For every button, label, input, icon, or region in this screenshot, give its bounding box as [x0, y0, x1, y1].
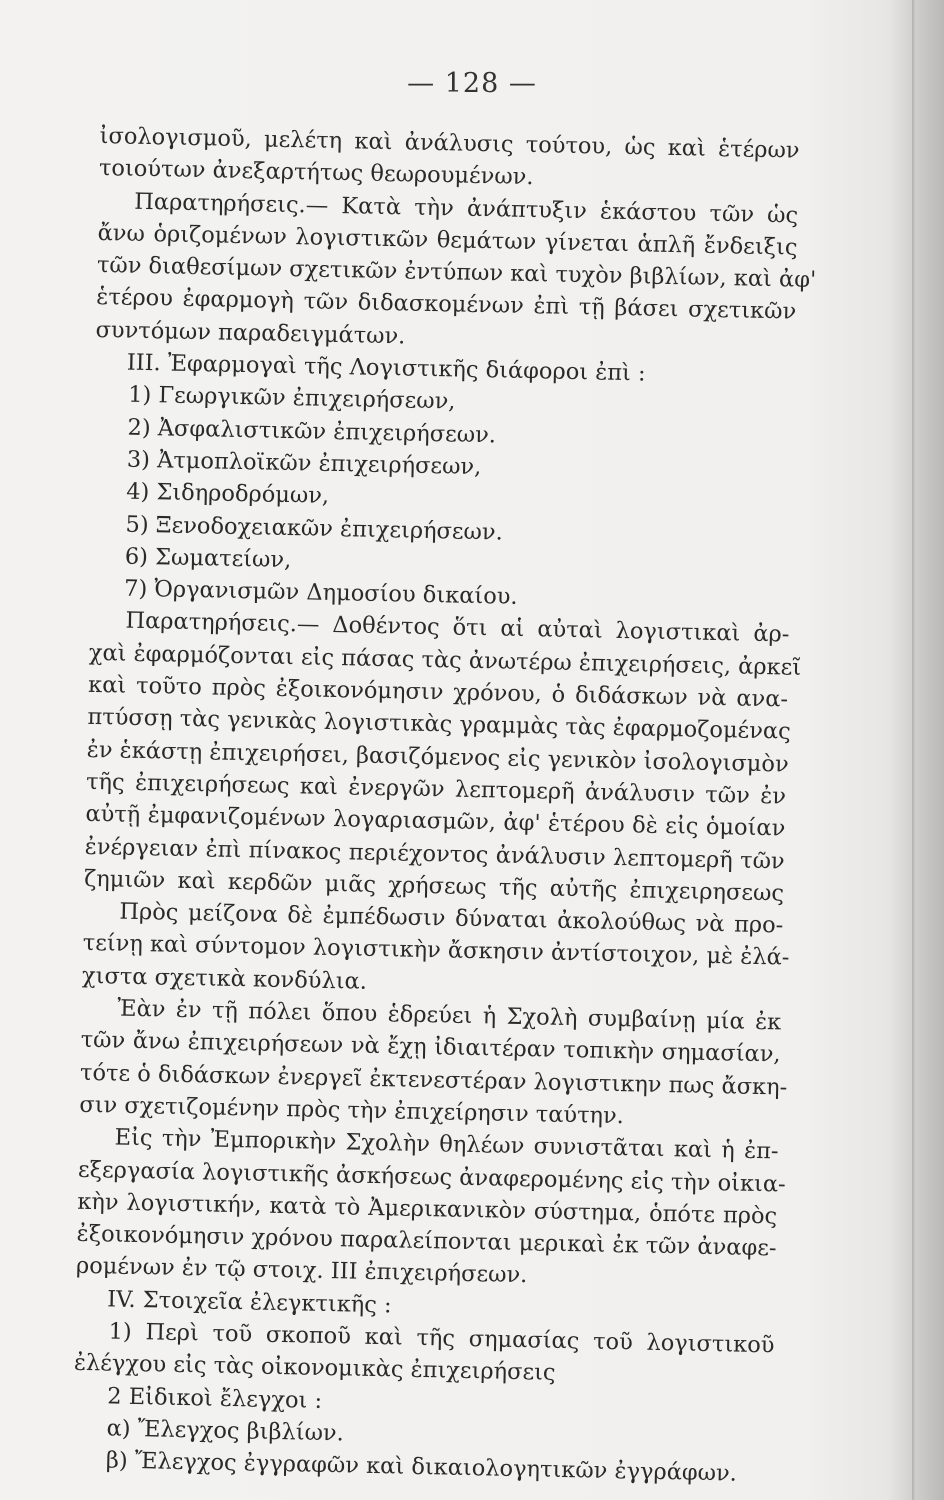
- text-line: Ἐὰν ἐν τῇ πόλει ὅπου ἑδρεύει ἡ Σχολὴ συμβαίνῃ μία ἐκ: [117, 995, 782, 1036]
- text-line: ἐν ἑκάστῃ ἐπιχειρήσει, βασιζόμενος εἰς γενικὸν ἰσολογισμὸν: [86, 736, 789, 778]
- text-line: ζημιῶν καὶ κερδῶν μιᾶς χρήσεως τῆς αὐτῆς ἐπιχειρησεως: [83, 865, 785, 907]
- text-line: αὐτῇ ἐμφανιζομένων λογαριασμῶν, ἀφ' ἑτέρου δὲ εἰς ὁμοίαν: [85, 801, 786, 842]
- text-line: τείνῃ καὶ σύντομον λογιστικὴν ἄσκησιν ἀντίστοιχον, μὲ ἐλά-: [82, 930, 790, 972]
- text-line: 6) Σωματείων,: [124, 543, 292, 573]
- text-line: 2) Ἀσφαλιστικῶν ἐπιχειρήσεων.: [127, 414, 497, 449]
- text-line: Εἰς τὴν Ἐμπορικὴν Σχολὴν θηλέων συνιστᾶται καὶ ἡ ἐπ-: [114, 1124, 779, 1165]
- text-line: εξεργασία λογιστικῆς ἀσκήσεως ἀναφερομένης εἰς τὴν οἰκια-: [77, 1156, 786, 1198]
- text-line: β) Ἔλεγχος ἐγγραφῶν καὶ δικαιολογητικῶν ἐγγράφων.: [105, 1447, 738, 1487]
- text-line: ἄνω ὁριζομένων λογιστικῶν θεμάτων γίνεται ἁπλῆ ἔνδειξις: [97, 219, 798, 261]
- text-line: τοιούτων ἀνεξαρτήτως θεωρουμένων.: [98, 155, 534, 191]
- text-line: 4) Σιδηροδρόμων,: [125, 478, 330, 510]
- text-line: τότε ὁ διδάσκων ἐνεργεῖ ἐκτενεστέραν λογιστικην πως ἄσκη-: [79, 1059, 788, 1101]
- body-text: [72, 120, 817, 1491]
- text-line: χαὶ ἐφαρμόζονται εἰς πάσας τὰς ἀνωτέρω ἐπιχειρήσεις, ἀρκεῖ: [88, 639, 802, 681]
- text-line: καὶ τοῦτο πρὸς ἐξοικονόμησιν χρόνου, ὁ διδάσκων νὰ ανα-: [87, 671, 789, 713]
- text-line: τῆς ἐπιχειρήσεως καὶ ἐνεργῶν λεπτομερῆ ἀνάλυσιν τῶν ἐν: [85, 768, 787, 810]
- text-line: ἑτέρου ἐφαρμογὴ τῶν διδασκομένων ἐπὶ τῇ βάσει σχετικῶν: [96, 284, 797, 326]
- text-line: ἐνέργειαν ἐπὶ πίνακος περιέχοντος ἀνάλυσιν λεπτομερῆ τῶν: [84, 833, 785, 875]
- text-line: ΙV. Στοιχεῖα ἐλεγκτικῆς :: [107, 1286, 392, 1319]
- text-line: 2 Εἰδικοὶ ἔλεγχοι :: [107, 1383, 323, 1414]
- text-line: ἐλέγχου εἰς τὰς οἰκονομικὰς ἐπιχειρήσεις: [73, 1350, 556, 1387]
- text-line: 1) Περὶ τοῦ σκοποῦ καὶ τῆς σημασίας τοῦ λογιστικοῦ: [108, 1318, 775, 1359]
- page-binding-shadow: [912, 0, 916, 1500]
- text-line: 3) Ἀτμοπλοϊκῶν ἐπιχειρήσεων,: [126, 446, 482, 481]
- text-line: Πρὸς μείζονα δὲ ἐμπέδωσιν δύναται ἀκολούθως νὰ προ-: [119, 898, 784, 939]
- text-line: σιν σχετιζομένην πρὸς τὴν ἐπιχείρησιν ταύτην.: [79, 1091, 625, 1130]
- text-line: Παρατηρήσεις.— Δοθέντος ὅτι αἱ αὐταὶ λογιστικαὶ ἀρ-: [125, 608, 790, 649]
- text-line: χιστα σχετικὰ κονδύλια.: [81, 962, 368, 995]
- text-line: πτύσσῃ τὰς γενικὰς λογιστικὰς γραμμὰς τὰς ἐφαρμοζομένας: [87, 704, 791, 745]
- text-line: Παρατηρήσεις.— Κατὰ τὴν ἀνάπτυξιν ἑκάστου τῶν ὡς: [134, 188, 799, 229]
- text-line: 5) Ξενοδοχειακῶν ἐπιχειρήσεων.: [125, 511, 504, 546]
- text-line: ἰσολογισμοῦ, μελέτη καὶ ἀνάλυσις τούτου, ὡς καὶ ἑτέρων: [99, 122, 800, 164]
- text-line: ΙΙΙ. Ἐφαρμογαὶ τῆς Λογιστικῆς διάφοροι ἐπὶ :: [126, 349, 646, 387]
- text-line: τῶν διαθεσίμων σχετικῶν ἐντύπων καὶ τυχὸν βιβλίων, καὶ ἀφ': [96, 252, 817, 294]
- text-line: τῶν ἄνω ἐπιχειρήσεων νὰ ἔχῃ ἰδιαιτέραν τοπικὴν σημασίαν,: [80, 1027, 781, 1068]
- text-line: κὴν λογιστικήν, κατὰ τὸ Ἀμερικανικὸν σύστημα, ὁπότε πρὸς: [77, 1188, 778, 1230]
- text-line: συντόμων παραδειγμάτων.: [95, 316, 406, 350]
- text-line: 1) Γεωργικῶν ἐπιχειρήσεων,: [127, 382, 456, 415]
- text-line: ἐξοικονόμησιν χρόνου παραλείπονται μερικαὶ ἐκ τῶν ἀναφε-: [76, 1220, 777, 1262]
- text-line: 7) Ὀργανισμῶν Δημοσίου δικαίου.: [123, 575, 518, 611]
- text-line: α) Ἔλεγχος βιβλίων.: [106, 1415, 345, 1447]
- page-number: — 128 —: [407, 68, 537, 99]
- text-line: ρομένων ἐν τῷ στοιχ. ΙΙΙ ἐπιχειρήσεων.: [75, 1253, 528, 1289]
